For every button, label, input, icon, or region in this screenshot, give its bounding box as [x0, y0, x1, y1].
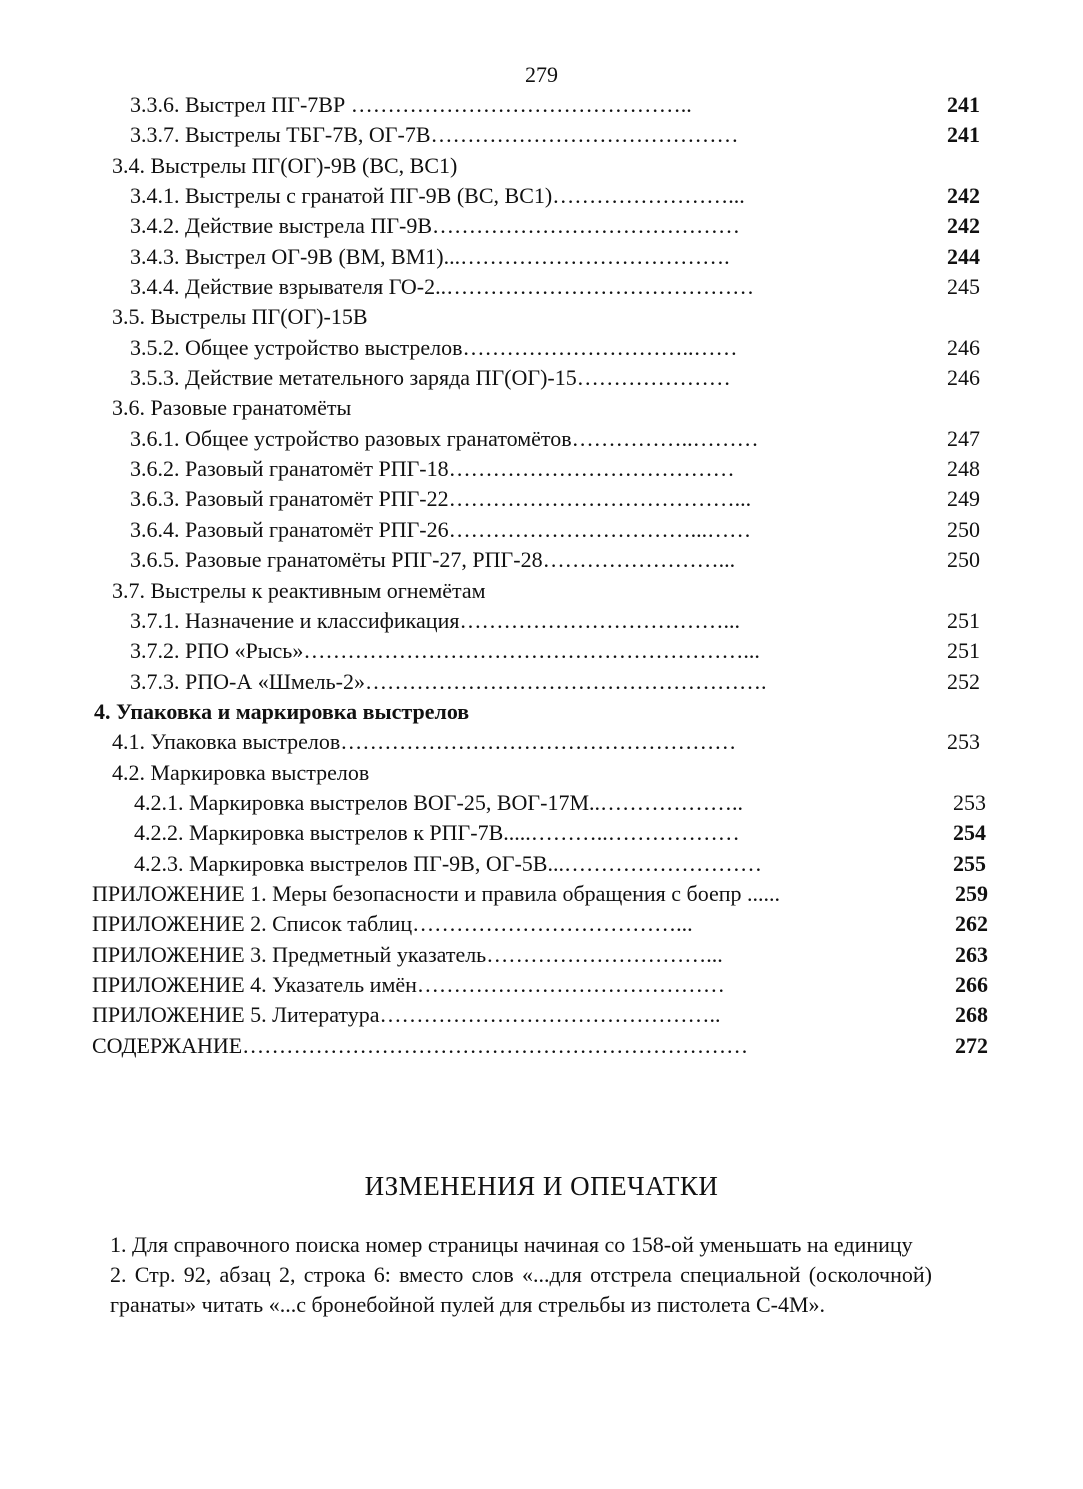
toc-entry-page-number: 242: [947, 213, 980, 239]
toc-entry-title: 3.4. Выстрелы ПГ(ОГ)-9В (ВС, ВС1): [112, 152, 458, 178]
toc-entry-title: ПРИЛОЖЕНИЕ 3. Предметный указатель…………………………...: [92, 941, 723, 967]
toc-entry-page-number: 259: [955, 880, 988, 906]
toc-entry-title: 3.4.2. Действие выстрела ПГ-9В……………………………………: [130, 213, 741, 239]
toc-entry: [0, 151, 1083, 181]
toc-entry-title: 3.6. Разовые гранатомёты: [112, 395, 352, 421]
toc-entry: [0, 636, 1083, 666]
toc-entry-title: 3.7. Выстрелы к реактивным огнемётам: [112, 577, 486, 603]
toc-entry: [0, 727, 1083, 757]
toc-entry-title: 3.5.3. Действие метательного заряда ПГ(ОГ)-15…………………: [130, 365, 731, 391]
toc-entry: [0, 667, 1083, 697]
toc-entry-title: 4.2. Маркировка выстрелов: [112, 759, 370, 785]
toc-entry-title: 3.4.3. Выстрел ОГ-9В (ВМ, ВМ1)...……………………………….: [130, 243, 730, 269]
toc-entry: [0, 576, 1083, 606]
toc-entry-title: 3.6.5. Разовые гранатомёты РПГ-27, РПГ-28……………………...: [130, 547, 736, 573]
toc-entry: [0, 393, 1083, 423]
toc-entry: [0, 515, 1083, 545]
toc-entry-title: ПРИЛОЖЕНИЕ 4. Указатель имён……………………………………: [92, 971, 725, 997]
toc-entry-page-number: 251: [947, 638, 980, 664]
toc-entry: [0, 211, 1083, 241]
toc-entry: [0, 940, 1083, 970]
toc-entry-page-number: 247: [947, 425, 980, 451]
toc-entry: [0, 333, 1083, 363]
toc-entry: [0, 545, 1083, 575]
toc-entry-page-number: 246: [947, 334, 980, 360]
toc-entry-page-number: 253: [953, 789, 986, 815]
toc-entry: [0, 818, 1083, 848]
toc-entry-page-number: 263: [955, 941, 988, 967]
toc-entry: [0, 272, 1083, 302]
toc-entry-page-number: 244: [947, 243, 980, 269]
toc-entry: [0, 242, 1083, 272]
toc-entry-page-number: 241: [947, 92, 980, 117]
toc-entry: [0, 909, 1083, 939]
toc-entry: [0, 879, 1083, 909]
toc-entry-title: 4.2.2. Маркировка выстрелов к РПГ-7В.....………..………………: [134, 820, 740, 846]
toc-entry: [0, 788, 1083, 818]
toc-entry-title: 3.4.1. Выстрелы с гранатой ПГ-9В (ВС, ВС1)……………………...: [130, 183, 745, 209]
toc-entry: [0, 302, 1083, 332]
toc-entry-page-number: 241: [947, 122, 980, 148]
toc-entry-title: СОДЕРЖАНИЕ……………………………………………………………: [92, 1032, 749, 1058]
toc-entry-title: 3.7.2. РПО «Рысь»……………………………………………………...: [130, 638, 760, 664]
toc-entry-title: 3.5. Выстрелы ПГ(ОГ)-15В: [112, 304, 368, 330]
toc-entry-title: 4.2.3. Маркировка выстрелов ПГ-9В, ОГ-5В...………………………: [134, 850, 762, 876]
correction-item: 2. Стр. 92, абзац 2, строка 6: вместо слов «...для отстрела специальной (осколочной) гранаты» читать «...с бронебойной пулей для стрельбы из пистолета С-4М».: [110, 1262, 932, 1317]
toc-entry: [0, 970, 1083, 1000]
toc-entry-title: 3.7.1. Назначение и классификация………………………………...: [130, 607, 740, 633]
toc-entry-page-number: 272: [955, 1032, 988, 1058]
toc-entry-page-number: 268: [955, 1002, 988, 1028]
toc-entry: [0, 1000, 1083, 1030]
toc-entry: [0, 484, 1083, 514]
toc-entry-page-number: 262: [955, 911, 988, 937]
toc-entry-title: ПРИЛОЖЕНИЕ 2. Список таблиц………………………………...: [92, 911, 693, 937]
toc-entry-title: 4.1. Упаковка выстрелов………………………………………………: [112, 729, 737, 755]
toc-entry: [0, 363, 1083, 393]
toc-entry: [0, 90, 1083, 120]
correction-item: 1. Для справочного поиска номер страницы начиная со 158-ой уменьшать на единицу: [110, 1232, 913, 1257]
corrections-heading: ИЗМЕНЕНИЯ И ОПЕЧАТКИ: [364, 1171, 719, 1201]
toc-entry-page-number: 251: [947, 607, 980, 633]
toc-entry-title: 3.3.7. Выстрелы ТБГ-7В, ОГ-7В……………………………………: [130, 122, 739, 148]
toc-entry-title: 4. Упаковка и маркировка выстрелов: [94, 698, 470, 724]
corrections-list: [110, 1230, 932, 1320]
toc-entry-title: 3.6.3. Разовый гранатомёт РПГ-22…………………………………...: [130, 486, 752, 512]
toc-entry-page-number: 266: [955, 971, 988, 997]
toc-entry-page-number: 254: [953, 820, 986, 846]
toc-entry-page-number: 250: [947, 547, 980, 573]
toc-entry: [0, 697, 1083, 727]
toc-entry-page-number: 246: [947, 365, 980, 391]
toc-entry: [0, 181, 1083, 211]
page-number: 279: [525, 62, 558, 87]
table-of-contents: [0, 90, 1083, 1061]
toc-entry-page-number: 255: [953, 850, 986, 876]
toc-entry-title: 3.6.4. Разовый гранатомёт РПГ-26……………………………...……: [130, 516, 752, 542]
toc-entry-title: 4.2.1. Маркировка выстрелов ВОГ-25, ВОГ-17М..………………..: [134, 789, 744, 815]
toc-entry-page-number: 242: [947, 183, 980, 209]
toc-entry-page-number: 250: [947, 516, 980, 542]
toc-entry-title: ПРИЛОЖЕНИЕ 5. Литература………………………………………..: [92, 1002, 721, 1028]
toc-entry-title: 3.6.1. Общее устройство разовых гранатомётов……………..………: [130, 425, 759, 451]
toc-entry: [0, 424, 1083, 454]
toc-entry: [0, 120, 1083, 150]
toc-entry-title: 3.3.6. Выстрел ПГ-7ВР ………………………………………..: [130, 92, 692, 117]
toc-entry-title: 3.7.3. РПО-А «Шмель-2»……………………………………………….: [130, 668, 767, 694]
toc-entry: [0, 849, 1083, 879]
toc-entry-page-number: 249: [947, 486, 980, 512]
toc-entry-page-number: 253: [947, 729, 980, 755]
toc-entry-page-number: 252: [947, 668, 980, 694]
toc-entry: [0, 606, 1083, 636]
toc-entry-page-number: 248: [947, 456, 980, 482]
toc-entry-page-number: 245: [947, 274, 980, 300]
toc-entry: [0, 1031, 1083, 1061]
toc-entry-title: ПРИЛОЖЕНИЕ 1. Меры безопасности и правила обращения с боепр ......: [92, 880, 781, 906]
toc-entry-title: 3.5.2. Общее устройство выстрелов…………………………..……: [130, 334, 738, 360]
toc-entry-title: 3.6.2. Разовый гранатомёт РПГ-18…………………………………: [130, 456, 735, 482]
toc-entry: [0, 454, 1083, 484]
toc-entry: [0, 758, 1083, 788]
toc-entry-title: 3.4.4. Действие взрывателя ГО-2..……………………………………: [130, 274, 755, 300]
